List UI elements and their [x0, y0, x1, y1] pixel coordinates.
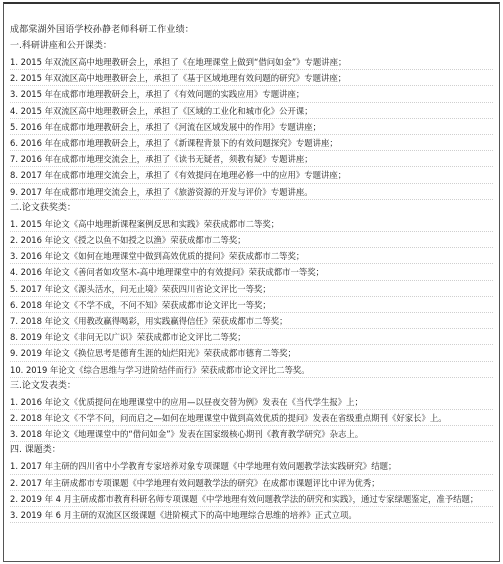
list-item: 6. 2016 年在成都市地理教研会上，承担了《新课程背景下的有效问题探究》专题讲座； [10, 135, 493, 151]
list-item: 9. 2017 年在成都市地理交流会上，承担了《旅游资源的开发与评价》专题讲座。 [10, 184, 493, 200]
document-title: 成都棠湖外国语学校孙静老师科研工作业绩： [10, 25, 195, 35]
list-item: 2. 2018 年论文《不学不问，问而启之—如何在地理课堂中做到高效优质的提问》发表在省级重点期刊《好家长》上。 [10, 410, 493, 426]
document-body [3, 2, 500, 562]
section-heading-lectures: 一.科研讲座和公开课类： [10, 41, 112, 51]
list-item: 1. 2016 年论文《优质提问在地理课堂中的应用—以昼夜交替为例》发表在《当代学生报》上； [10, 394, 493, 410]
list-item: 5. 2017 年论文《源头活水，问无止境》荣获四川省论文评比一等奖； [10, 281, 493, 297]
list-item: 5. 2016 年在成都市地理教研会上，承担了《河流在区域发展中的作用》专题讲座； [10, 119, 493, 135]
list-item: 2. 2015 年双流区高中地理教研会上，承担了《基于区域地理有效问题的研究》专题讲座； [10, 70, 493, 86]
list-item: 2. 2016 年论文《授之以鱼不如授之以渔》荣获成都市二等奖； [10, 232, 493, 248]
list-item: 3. 2018 年论文《地理课堂中的“借问如金”》发表在国家级核心期刊《教育教学研究》杂志上。 [10, 426, 493, 442]
list-item: 7. 2016 年在成都市地理交流会上，承担了《读书无疑者，须教有疑》专题讲座； [10, 151, 493, 167]
list-item: 8. 2017 年在成都市地理交流会上，承担了《有效提问在地理必修一中的应用》专题讲座； [10, 167, 493, 183]
list-item: 6. 2018 年论文《不学不成，不问不知》荣获成都市论文评比一等奖； [10, 297, 493, 313]
list-item: 3. 2019 年 6 月主研的双流区区级课题《进阶模式下的高中地理综合思维的培养》正式立项。 [10, 507, 493, 523]
list-item: 8. 2019 年论文《非问无以广识》荣获成都市论文评比二等奖； [10, 329, 493, 345]
list-item: 1. 2015 年论文《高中地理新课程案例反思和实践》荣获成都市二等奖； [10, 216, 493, 232]
section-heading-research-projects: 四. 课题类： [10, 445, 61, 456]
list-item: 3. 2016 年论文《如何在地理课堂中做到高效优质的提问》荣获成都市二等奖； [10, 248, 493, 264]
list-item: 1. 2015 年双流区高中地理教研会上，承担了《在地理课堂上做到“借问如金”》专题讲座； [10, 54, 493, 70]
list-item: 1. 2017 年主研的四川省中小学教育专家培养对象专项课题《中学地理有效问题教学法实践研究》结题； [10, 458, 493, 474]
list-item: 10. 2019 年论文《综合思维与学习进阶结伴而行》荣获成都市论文评比二等奖。 [10, 362, 493, 378]
list-item: 2. 2017 年主研成都市专项课题《中学地理有效问题教学法的研究》在成都市课题评比中评为优秀； [10, 475, 493, 491]
section-heading-publications: 三.论文发表类： [10, 380, 76, 391]
list-item: 4. 2016 年论文《善问者如攻坚木-高中地理课堂中的有效提问》荣获成都市一等奖； [10, 264, 493, 280]
list-item: 7. 2018 年论文《用教改赢得喝彩，用实践赢得信任》荣获成都市二等奖； [10, 313, 493, 329]
list-item: 3. 2015 年在成都市地理教研会上，承担了《有效问题的实践应用》专题讲座； [10, 86, 493, 102]
list-item: 9. 2019 年论文《换位思考是德育生涯的灿烂阳光》荣获成都市德育二等奖； [10, 345, 493, 361]
section-heading-paper-awards: 二.论文获奖类： [10, 202, 76, 213]
list-item: 2. 2019 年 4 月主研成都市教育科研名师专项课题《中学地理有效问题教学法的研究和实践》，通过专家绿题鉴定，准予结题； [10, 491, 493, 507]
list-item: 4. 2015 年双流区高中地理教研会上，承担了《区域的工业化和城市化》公开课； [10, 103, 493, 119]
